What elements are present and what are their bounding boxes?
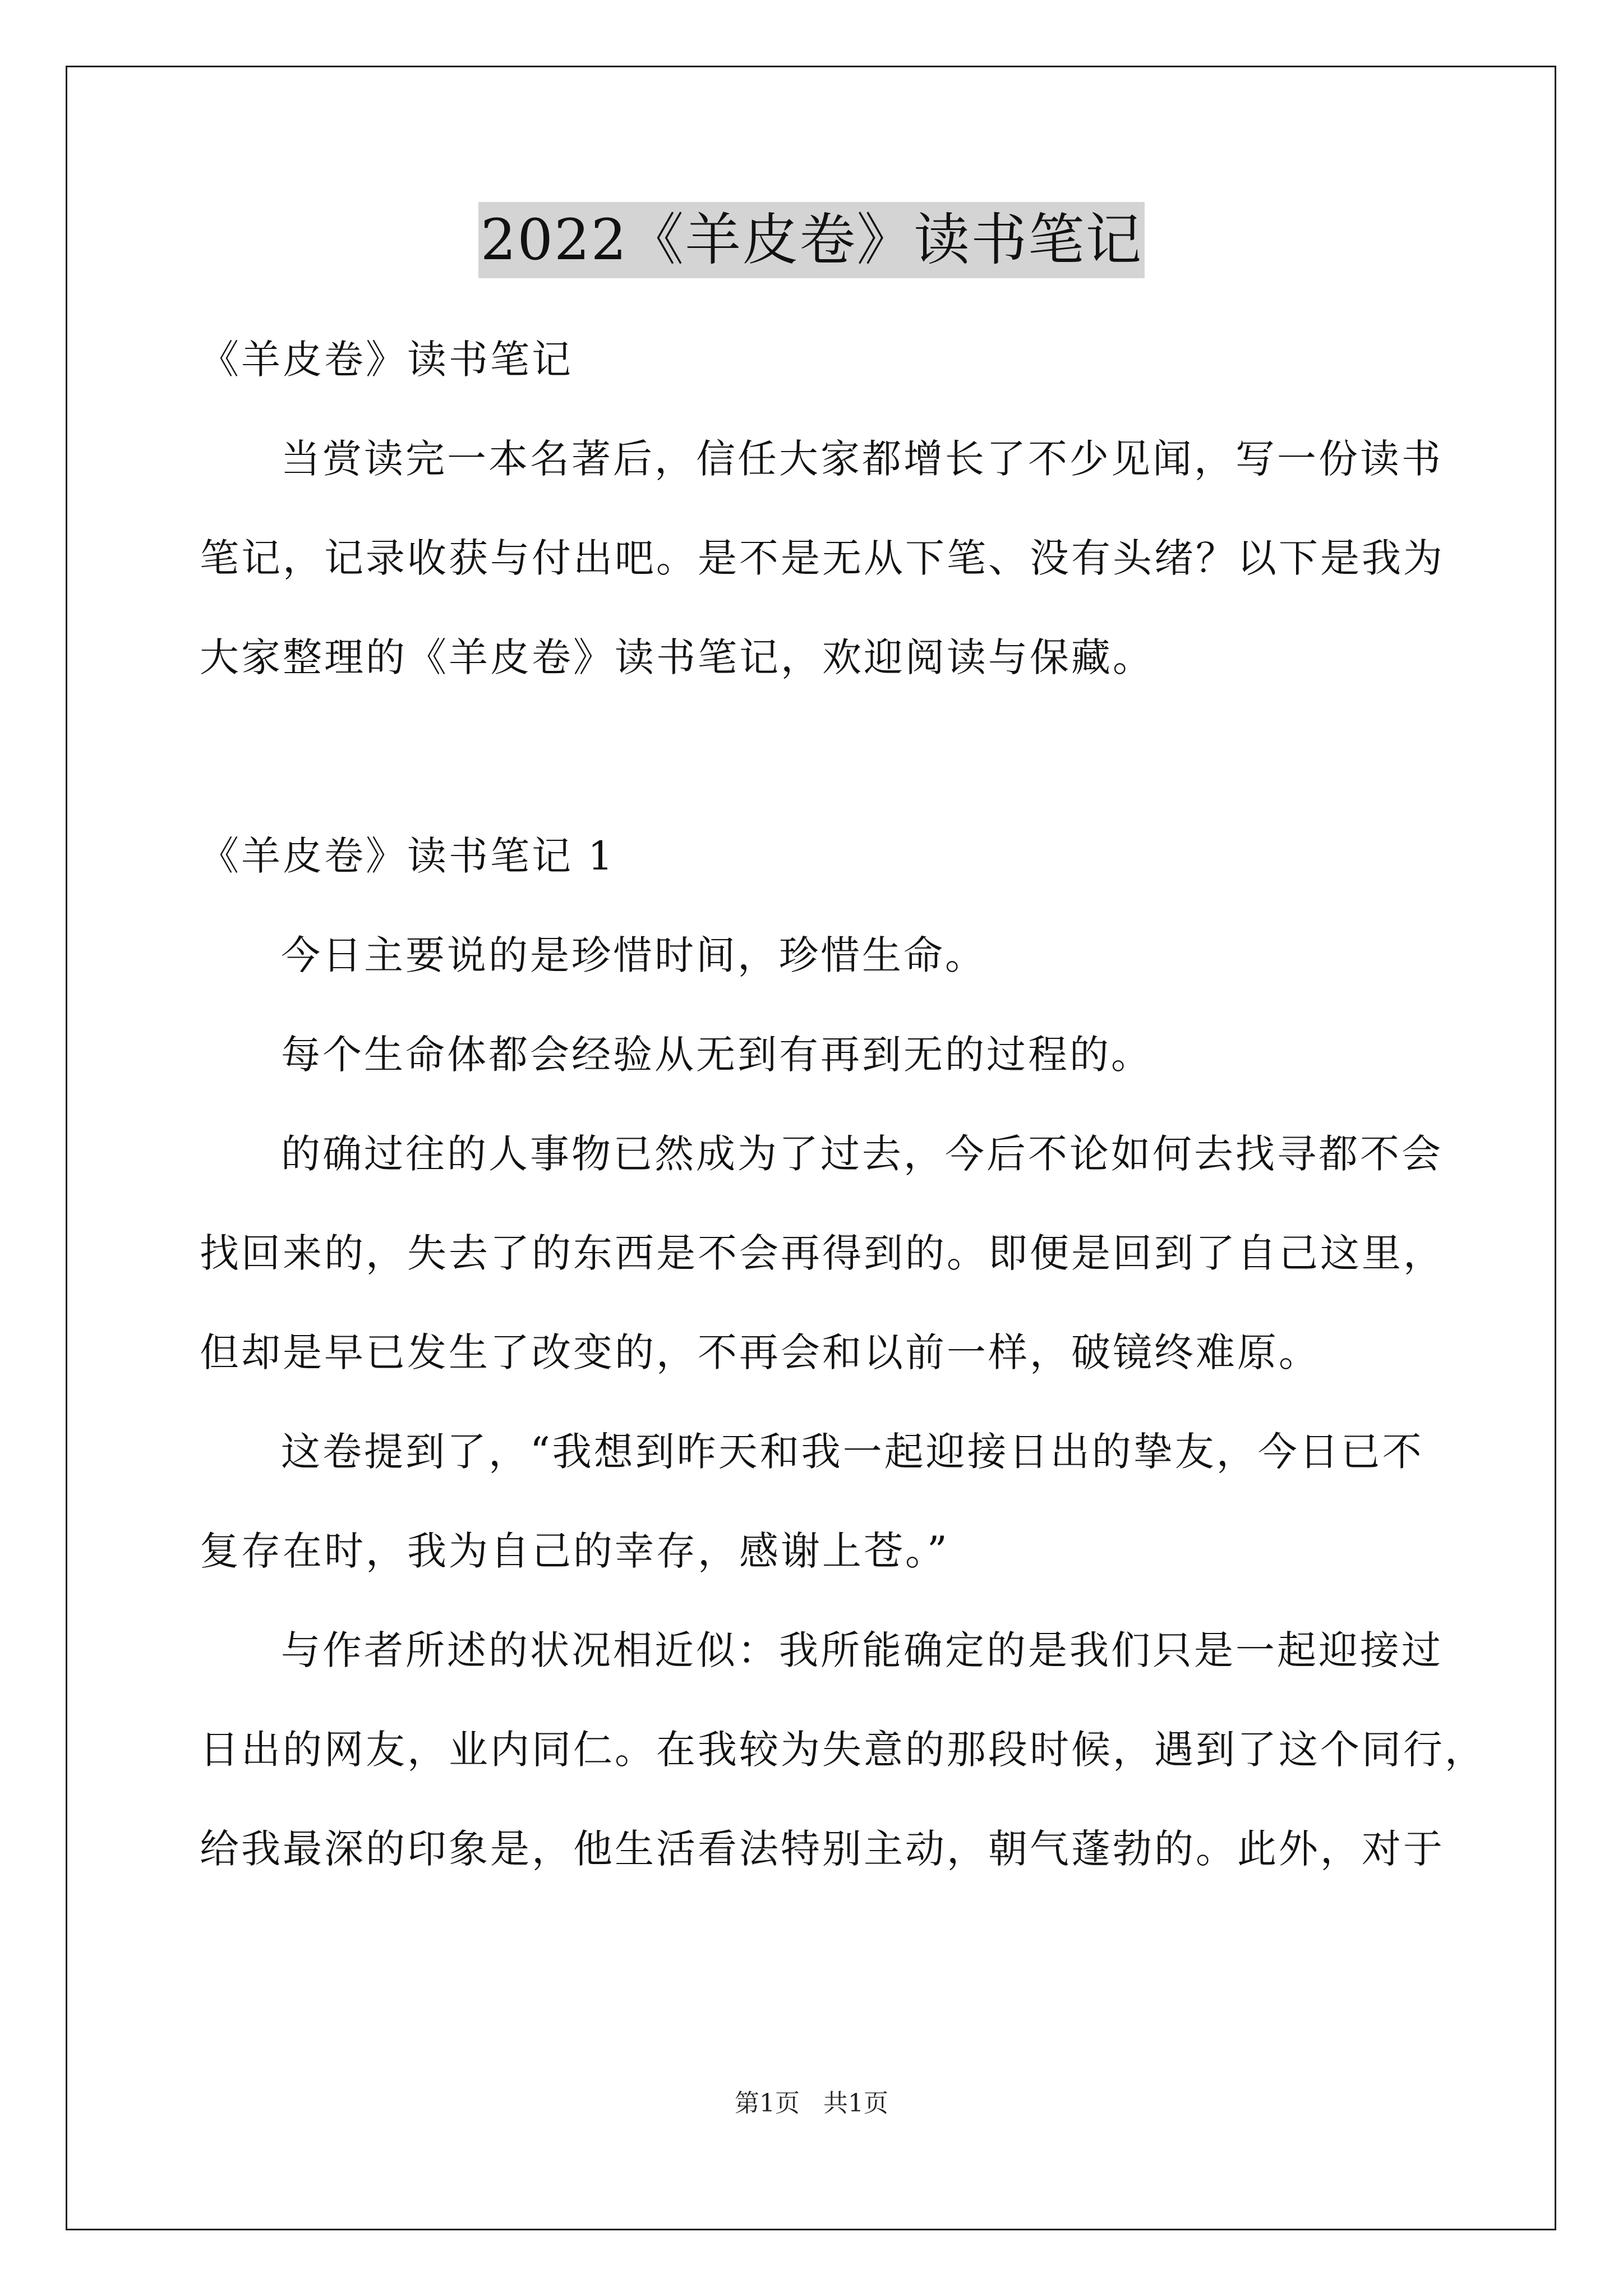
section-heading: 《羊皮卷》读书笔记 1: [200, 833, 615, 879]
paragraph-line: 日出的网友，业内同仁。在我较为失意的那段时候，遇到了这个同行，: [200, 1727, 1486, 1773]
paragraph-line: 但却是早已发生了改变的，不再会和以前一样，破镜终难原。: [200, 1329, 1320, 1375]
page-footer: 第1页 共1页: [735, 2089, 888, 2118]
paragraph-line: 每个生命体都会经验从无到有再到无的过程的。: [281, 1032, 1152, 1078]
paragraph-line: 与作者所述的状况相近似：我所能确定的是我们只是一起迎接过: [281, 1627, 1443, 1673]
paragraph-line: 给我最深的印象是，他生活看法特别主动，朝气蓬勃的。此外，对于: [200, 1826, 1445, 1872]
paragraph-line: 的确过往的人事物已然成为了过去，今后不论如何去找寻都不会: [281, 1131, 1443, 1177]
intro-line: 当赏读完一本名著后，信任大家都增长了不少见闻，写一份读书: [281, 436, 1443, 482]
intro-line: 笔记，记录收获与付出吧。是不是无从下笔、没有头绪？以下是我为: [200, 535, 1445, 581]
paragraph-line: 今日主要说的是珍惜时间，珍惜生命。: [281, 932, 986, 978]
paragraph-line: 复存在时，我为自己的幸存，感谢上苍。”: [200, 1528, 949, 1574]
title-container: [0, 202, 1623, 278]
subtitle: 《羊皮卷》读书笔记: [200, 337, 573, 383]
paragraph-gap: [200, 707, 1445, 807]
paragraph-line: 找回来的，失去了的东西是不会再得到的。即便是回到了自己这里，: [200, 1230, 1445, 1276]
document-title: 2022《羊皮卷》读书笔记: [478, 202, 1145, 278]
paragraph-line: 这卷提到了，“我想到昨天和我一起迎接日出的挚友，今日已不: [281, 1429, 1424, 1475]
intro-line: 大家整理的《羊皮卷》读书笔记，欢迎阅读与保藏。: [200, 634, 1154, 680]
document-body: [200, 310, 1486, 1899]
